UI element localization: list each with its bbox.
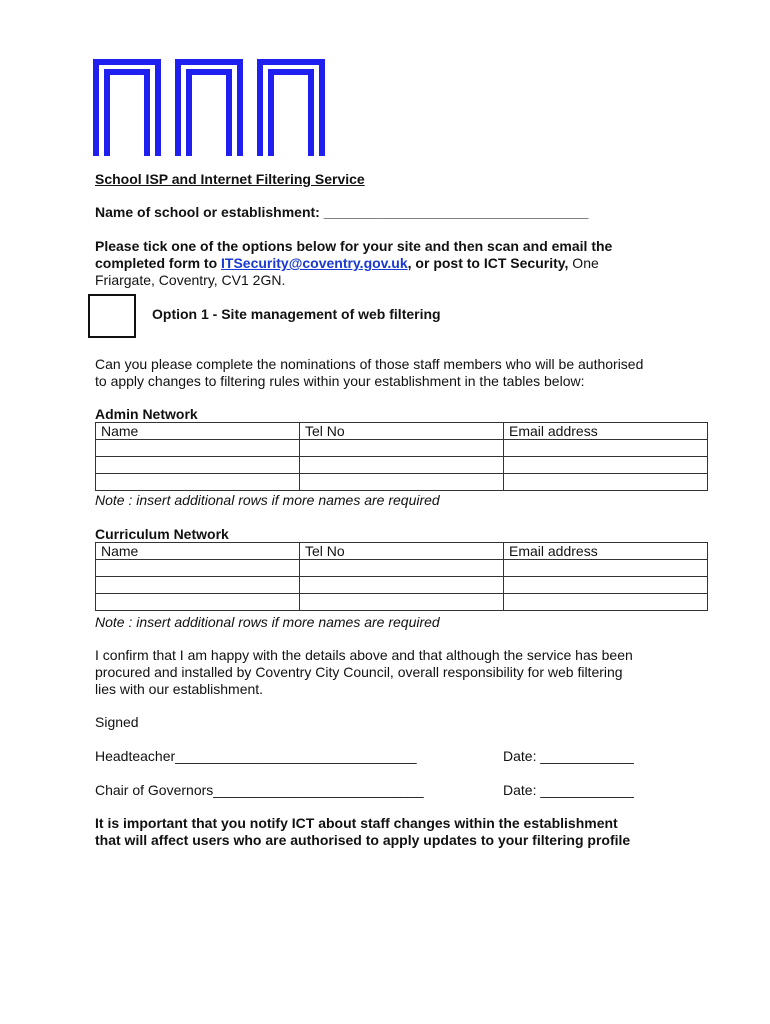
instructions-line-3: Friargate, Coventry, CV1 2GN. [95, 272, 286, 288]
table-row [96, 594, 708, 611]
headteacher-blank: _______________________________ [175, 748, 417, 764]
table-cell[interactable] [300, 560, 504, 577]
table-header-row [96, 423, 708, 440]
header-tel-no: Tel No [300, 543, 504, 560]
instructions-line-2b: , or post to ICT Security, [407, 255, 569, 271]
admin-table-note: Note : insert additional rows if more names are required [95, 492, 440, 508]
document-title: School ISP and Internet Filtering Service [95, 171, 365, 187]
chair-date-blank: ____________ [536, 782, 634, 798]
table-cell[interactable] [300, 577, 504, 594]
header-tel-no: Tel No [300, 423, 504, 440]
headteacher-date-label: Date: [503, 748, 537, 764]
table-cell[interactable] [96, 560, 300, 577]
table-cell[interactable] [504, 560, 708, 577]
option-1-checkbox[interactable] [88, 294, 136, 338]
council-arches-logo-icon [92, 58, 328, 156]
table-cell[interactable] [504, 457, 708, 474]
table-row [96, 474, 708, 491]
header-email: Email address [504, 543, 708, 560]
table-row [96, 457, 708, 474]
confirm-line-1: I confirm that I am happy with the details above and that although the service has been [95, 647, 633, 663]
table-row [96, 560, 708, 577]
table-header-row [96, 543, 708, 560]
table-cell[interactable] [504, 577, 708, 594]
table-cell[interactable] [504, 440, 708, 457]
table-cell[interactable] [96, 440, 300, 457]
headteacher-signature-field[interactable] [95, 748, 417, 764]
email-link[interactable]: ITSecurity@coventry.gov.uk [221, 255, 408, 271]
table-cell[interactable] [96, 594, 300, 611]
header-name: Name [96, 423, 300, 440]
instructions-line-1: Please tick one of the options below for your site and then scan and email the [95, 238, 613, 254]
header-name: Name [96, 543, 300, 560]
table-row [96, 440, 708, 457]
table-cell[interactable] [300, 440, 504, 457]
table-cell[interactable] [504, 474, 708, 491]
confirmation-text [95, 647, 633, 698]
nominations-text [95, 356, 643, 390]
header-email: Email address [504, 423, 708, 440]
school-name-field[interactable] [95, 204, 588, 220]
curriculum-table-title: Curriculum Network [95, 526, 229, 542]
table-cell[interactable] [96, 474, 300, 491]
admin-table-title: Admin Network [95, 406, 198, 422]
instructions-line-2c: One [568, 255, 599, 271]
chair-label: Chair of Governors [95, 782, 214, 798]
school-name-label: Name of school or establishment: [95, 204, 320, 220]
option-1-label: Option 1 - Site management of web filtering [152, 306, 441, 322]
confirm-line-2: procured and installed by Coventry City Council, overall responsibility for web filtering [95, 664, 623, 680]
table-cell[interactable] [300, 457, 504, 474]
headteacher-label: Headteacher [95, 748, 176, 764]
curriculum-network-table [95, 542, 708, 611]
table-row [96, 577, 708, 594]
instructions [95, 238, 735, 289]
school-name-blank: __________________________________ [323, 204, 589, 220]
chair-date-label: Date: [503, 782, 537, 798]
instructions-line-2a: completed form to [95, 255, 222, 271]
admin-network-table [95, 422, 708, 491]
chair-date-field[interactable] [503, 782, 634, 798]
table-cell[interactable] [300, 474, 504, 491]
important-line-1: It is important that you notify ICT about staff changes within the establishment [95, 815, 618, 831]
curriculum-table-note: Note : insert additional rows if more names are required [95, 614, 440, 630]
important-line-2: that will affect users who are authorised to apply updates to your filtering profile [95, 832, 631, 848]
nominations-line-2: to apply changes to filtering rules within your establishment in the tables below: [95, 373, 585, 389]
chair-signature-field[interactable] [95, 782, 424, 798]
important-notice [95, 815, 630, 849]
table-cell[interactable] [96, 457, 300, 474]
signed-label: Signed [95, 714, 139, 730]
table-cell[interactable] [96, 577, 300, 594]
confirm-line-3: lies with our establishment. [95, 681, 264, 697]
chair-blank: ___________________________ [213, 782, 424, 798]
table-cell[interactable] [300, 594, 504, 611]
headteacher-date-field[interactable] [503, 748, 634, 764]
table-cell[interactable] [504, 594, 708, 611]
nominations-line-1: Can you please complete the nominations of those staff members who will be authorised [95, 356, 644, 372]
headteacher-date-blank: ____________ [536, 748, 634, 764]
